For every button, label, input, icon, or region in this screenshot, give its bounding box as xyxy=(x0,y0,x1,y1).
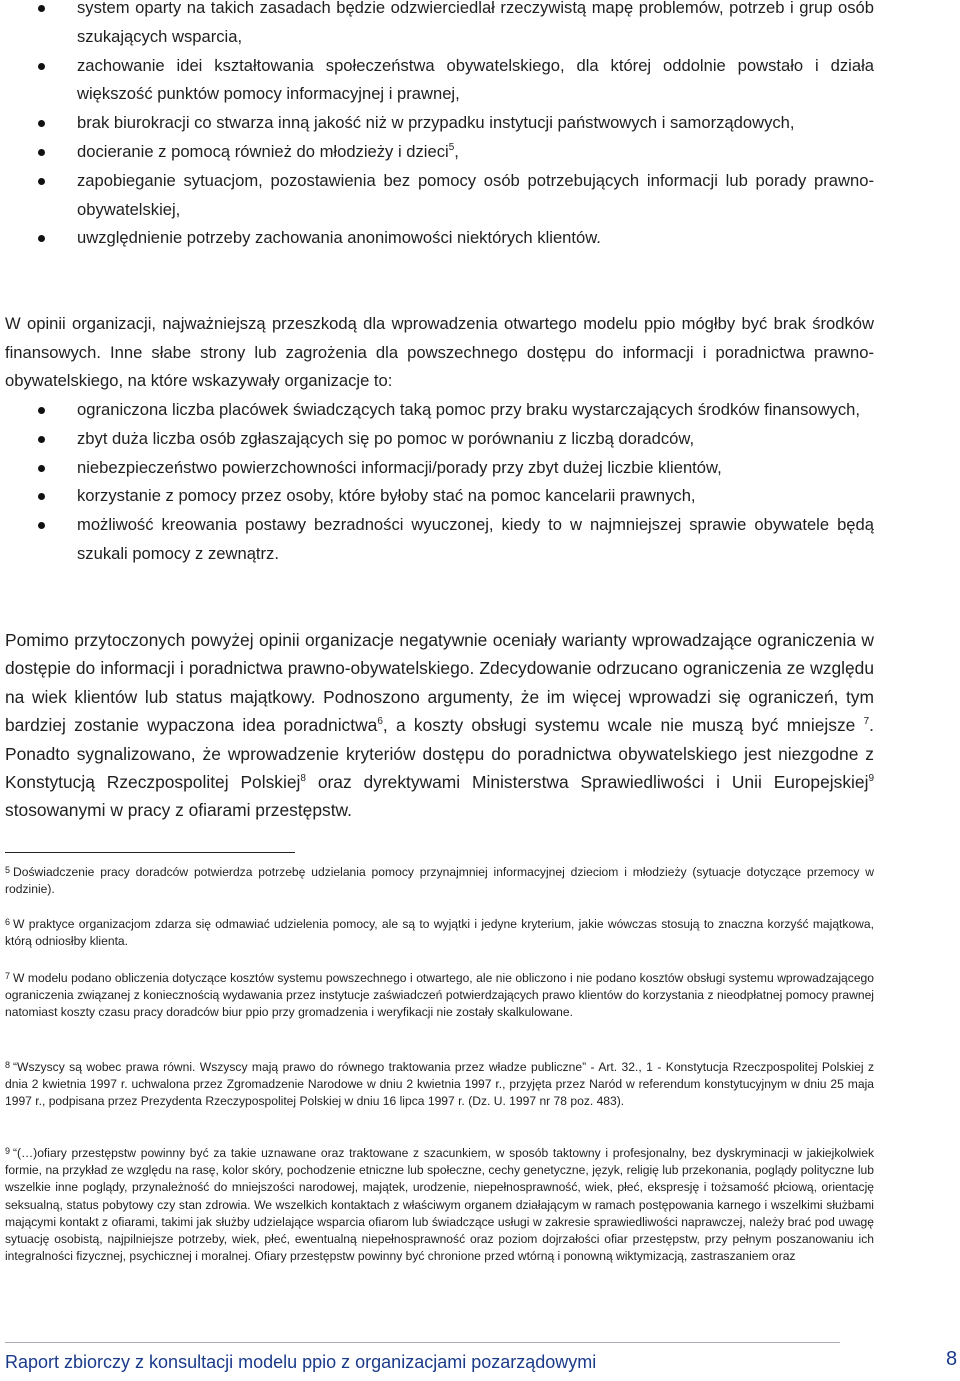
list-item: docieranie z pomocą również do młodzieży i dzieci$^5$, xyxy=(0,138,960,167)
footnote-8: $^8$ “Wszyscy są wobec prawa równi. Wszyscy mają prawo do równego traktowania przez władze publiczne” - Art. 32., 1 - Konstytucja Rzeczpospolitej Polskiej z dnia 2 kwietnia 1997 r. uchwalona przez Zgromadzenie Narodowe w dniu 2 kwietnia 1997 r., przyjęta przez Naród w referendum konstytucyjnym w dniu 25 maja 1997 r., podpisana przez Prezydenta Rzeczypospolitej Polskiej w dniu 16 lipca 1997 r. (Dz. U. 1997 nr 78 poz. 483). xyxy=(5,1060,874,1109)
list-item: brak biurokracji co stwarza inną jakość niż w przypadku instytucji państwowych i samorządowych, xyxy=(0,109,960,138)
footnote-ref-6: 6 xyxy=(377,716,383,728)
footnote-7: $^7$ W modelu podano obliczenia dotyczące kosztów systemu powszechnego i otwartego, ale nie obliczono i nie podano kosztów obsługi systemu wprowadzającego ograniczenia związanej z koniecznością wydawania przez instytucje zaświadczeń potwierdzających prawo klientów do korzystania z nieodpłatnej pomocy prawnej natomiast koszty czasu pracy doradców biur ppio przy gromadzenia i weryfikacji nie zostały skalkulowane. xyxy=(5,971,874,1020)
footer-divider xyxy=(5,1342,840,1343)
list-item: niebezpieczeństwo powierzchowności informacji/porady przy zbyt dużej liczbie klientów, xyxy=(0,454,960,483)
footnote-ref-5: 5 xyxy=(448,141,455,153)
list-item: zachowanie idei kształtowania społeczeństwa obywatelskiego, dla której oddolnie powstało i działa większość punktów pomocy informacyjnej i prawnej, xyxy=(0,52,960,110)
list-item: system oparty na takich zasadach będzie odzwierciedlał rzeczywistą mapę problemów, potrzeb i grup osób szukających wsparcia, xyxy=(0,0,960,52)
page-number: 8 xyxy=(946,1348,958,1370)
list-item: ograniczona liczba placówek świadczących taką pomoc przy braku wystarczających środków finansowych, xyxy=(0,396,960,425)
footnote-ref-7: 7 xyxy=(863,716,870,728)
footnote-ref-8: 8 xyxy=(300,773,306,785)
footnote-ref-9: 9 xyxy=(868,773,874,785)
list-item: możliwość kreowania postawy bezradności wyuczonej, kiedy to w najmniejszej sprawie obywatele będą szukali pomocy z zewnątrz. xyxy=(0,511,960,569)
footnote-9: $^9$ “(…)ofiary przestępstw powinny być za takie uznawane oraz traktowane z szacunkiem, w sposób taktowny i profesjonalny, bez dyskryminacji w jakiejkolwiek formie, na przykład ze względu na rasę, kolor skóry, pochodzenie etniczne lub społeczne, cechy genetyczne, język, religię lub przekonania, poglądy polityczne lub wszelkie inne poglądy, przynależność do mniejszości narodowej, majątek, urodzenie, niepełnosprawność, wiek, płeć, ekspresję i tożsamość płciową, orientację seksualną, status pobytowy czy stan zdrowia. We wszelkich kontaktach z właściwym organem działającym w ramach postępowania karnego i wszelkimi służbami mającymi kontakt z ofiarami, takimi jak służby udzielające wsparcia ofiarom lub świadczące usługi w zakresie sprawiedliwości naprawczej, należy brać pod uwagę sytuację osobistą, najpilniejsze potrzeby, wiek, płeć, ewentualną niepełnosprawność oraz poziom dojrzałości ofiar przestępstw, przy pełnym poszanowaniu ich integralności fizycznej, psychicznej i moralnej. Ofiary przestępstw powinny być chronione przed wtórną i ponowną wiktymizacją, zastraszaniem oraz xyxy=(5,1146,874,1264)
paragraph-obstacles: W opinii organizacji, najważniejszą przeszkodą dla wprowadzenia otwartego modelu ppio mógłby być brak środków finansowych. Inne słabe strony lub zagrożenia dla powszechnego dostępu do informacji i poradnictwa prawno-obywatelskiego, na które wskazywały organizacje to: xyxy=(5,314,874,391)
weaknesses-list xyxy=(0,396,960,569)
footnote-6: $^6$ W praktyce organizacjom zdarza się odmawiać udzielenia pomocy, ale są to wyjątki i jedyne kryterium, jakie wówczas stosują to znaczna korzyść majątkowa, którą odniosłby klienta. xyxy=(5,917,874,949)
list-item: zbyt duża liczba osób zgłaszających się po pomoc w porównaniu z liczbą doradców, xyxy=(0,425,960,454)
footnote-5: $^5$ Doświadczenie pracy doradców potwierdza potrzebę udzielania pomocy przynajmniej informacyjnej dzieciom i młodzieży (sytuacje dotyczące przemocy w rodzinie). xyxy=(5,865,874,897)
advantages-list xyxy=(0,0,960,253)
list-item: zapobieganie sytuacjom, pozostawienia bez pomocy osób potrzebujących informacji lub porady prawno-obywatelskiej, xyxy=(0,167,960,225)
list-item: korzystanie z pomocy przez osoby, które byłoby stać na pomoc kancelarii prawnych, xyxy=(0,482,960,511)
paragraph-restrictions: Pomimo przytoczonych powyżej opinii organizacje negatywnie oceniały warianty wprowadzające ograniczenia w dostępie do informacji i poradnictwa prawno-obywatelskiego. Zdecydowanie odrzucano ograniczenia ze względu na wiek klientów lub status majątkowy. Podnoszono argumenty, że im więcej wprowadzi się ograniczeń, tym bardziej zostanie wypaczona idea poradnictwa$^6$, a koszty obsługi systemu wcale nie muszą być mniejsze $^7$. Ponadto sygnalizowano, że wprowadzenie kryteriów dostępu do poradnictwa obywatelskiego jest niezgodne z Konstytucją Rzeczpospolitej Polskiej$^8$ oraz dyrektywami Ministerstwa Sprawiedliwości i Unii Europejskiej$^9$ stosowanymi w pracy z ofiarami przestępstw. xyxy=(5,630,874,821)
footer-title: Raport zbiorczy z konsultacji modelu ppio z organizacjami pozarządowymi xyxy=(5,1352,597,1372)
footnote-separator xyxy=(5,852,295,853)
list-item: uwzględnienie potrzeby zachowania anonimowości niektórych klientów. xyxy=(0,224,960,253)
